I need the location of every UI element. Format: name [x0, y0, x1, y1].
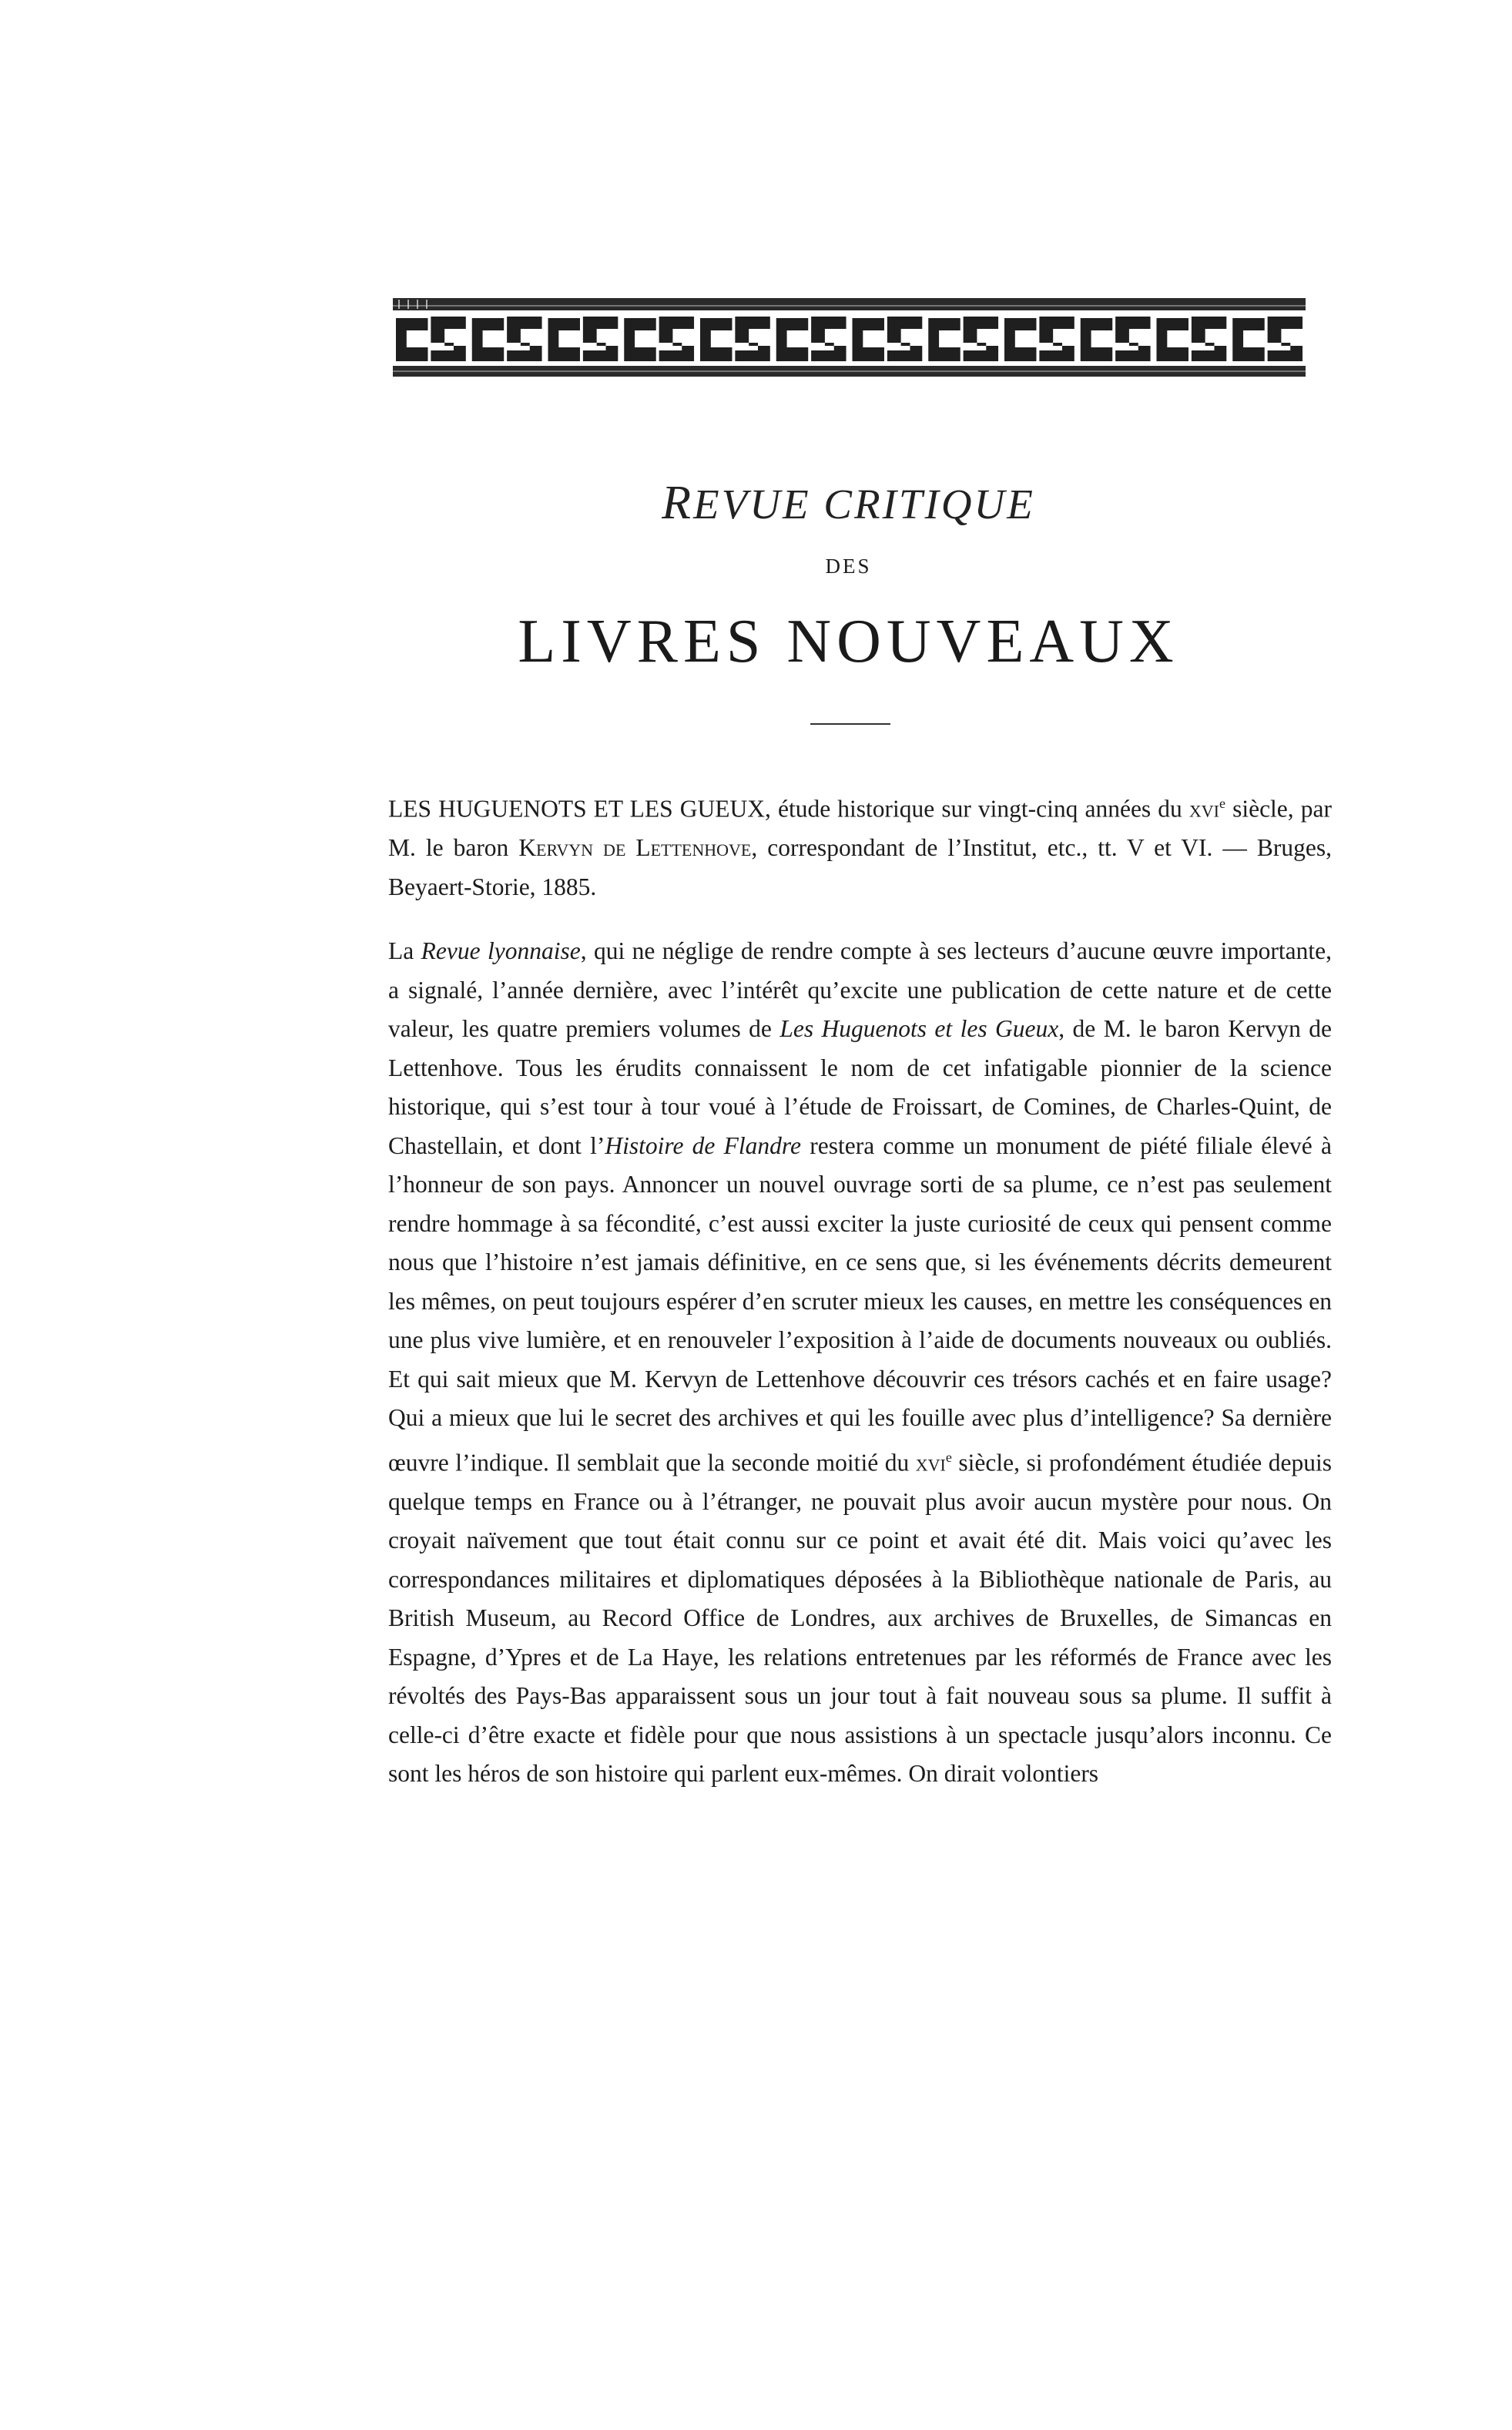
paragraph	[388, 932, 1332, 1794]
citation-author: Kervyn de Lettenhove	[518, 834, 752, 861]
heading-rule	[810, 723, 890, 725]
meander-segment	[700, 317, 770, 361]
meander-segment	[624, 317, 694, 361]
meander-segment	[1004, 317, 1074, 361]
citation-century: xvi	[1188, 795, 1219, 823]
meander-segment	[548, 317, 619, 361]
heading-rest: EVUE CRITIQUE	[693, 481, 1035, 528]
body-seg-e: siècle, si profondément étudiée depuis quelque temps en France ou à l’étranger, ne pouvait plus avoir aucun mystère pour nous. On croyait naïvement que tout était connu sur ce point et avait été dit. Mais voici qu’avec les correspondances militaires et diplomatiques déposées à la Bibliothèque nationale de Paris, au British Museum, au Record Office de Londres, aux archives de Bruxelles, de Simancas en Espagne, d’Ypres et de La Haye, les relations entretenues par les réformés de France avec les révoltés des Pays-Bas apparaissent sous un jour tout à fait nouveau sous sa plume. Il suffit à celle-ci d’être exacte et fidèle pour que nous assistions à un spectacle jusqu’alors inconnu. Ce sont les héros de son histoire qui parlent eux-mêmes. On dirait volontiers	[388, 1449, 1332, 1787]
meander-segment	[472, 317, 542, 361]
heading-initial: R	[662, 477, 694, 529]
citation-book-title: LES HUGUENOTS ET LES GUEUX,	[388, 795, 771, 823]
meander-segment	[776, 317, 847, 361]
meander-segment	[1232, 317, 1302, 361]
body-work-title-2: Histoire de Flandre	[605, 1131, 801, 1159]
body-journal: Revue lyonnaise	[421, 937, 581, 964]
meander-segment	[1081, 317, 1151, 361]
body-century-sup: e	[945, 1449, 952, 1465]
body-seg-b: , qui ne néglige de rendre compte à ses lecteurs d’aucune œuvre importante, a signalé, l’année dernière, avec l’intérêt qu’excite une publication de cette nature et de cette valeur, les quatre premiers volumes de	[388, 937, 1332, 1042]
heading-livres-nouveaux: LIVRES NOUVEAUX	[518, 608, 1179, 675]
body-work-title: Les Huguenots et les Gueux	[779, 1015, 1059, 1042]
review-body	[388, 932, 1332, 1794]
meander-segment	[396, 317, 466, 361]
book-citation	[388, 784, 1332, 907]
body-seg-a: La	[388, 937, 421, 964]
citation-desc-1: étude historique sur vingt-cinq années du	[770, 795, 1189, 823]
citation-desc-3: , correspondant de l’Institut, etc., tt. V et VI. — Bruges, Beyaert-Storie, 1885.	[388, 834, 1333, 900]
greek-key-ornament	[393, 295, 1306, 381]
meander-segment	[1157, 317, 1227, 361]
greek-key-border-icon	[393, 295, 1306, 381]
heading-revue-critique	[92, 476, 1512, 531]
citation-century-sup: e	[1219, 796, 1225, 811]
meander-segment	[928, 317, 998, 361]
body-seg-d: restera comme un monument de piété filiale élevé à l’honneur de son pays. Annoncer un nouvel ouvrage sorti de sa plume, ce n’est pas seulement rendre hommage à sa fécondité, c’est aussi exciter la juste curiosité de ceux qui pensent comme nous que l’histoire n’est jamais définitive, en ce sens que, si les événements décrits demeurent les mêmes, on peut toujours espérer d’en scruter mieux les causes, en mettre les conséquences en une plus vive lumière, et en renouveler l’exposition à l’aide de documents nouveaux ou oubliés. Et qui sait mieux que M. Kervyn de Lettenhove découvrir ces trésors cachés et en faire usage? Qui a mieux que lui le secret des archives et qui les fouille avec plus d’intelligence? Sa dernière œuvre l’indique. Il semblait que la seconde moitié du	[388, 1131, 1332, 1476]
heading-des: DES	[825, 555, 872, 578]
citation-desc-2: siècle, par M. le baron	[388, 795, 1332, 861]
body-century: xvi	[915, 1449, 946, 1476]
meander-segment	[853, 317, 923, 361]
body-seg-c: , de M. le baron Kervyn de Lettenhove. Tous les érudits connaissent le nom de cet infatigable pionnier de la science historique, qui s’est tour à tour voué à l’étude de Froissart, de Comines, de Charles-Quint, de Chastellain, et dont l’	[388, 1015, 1332, 1159]
